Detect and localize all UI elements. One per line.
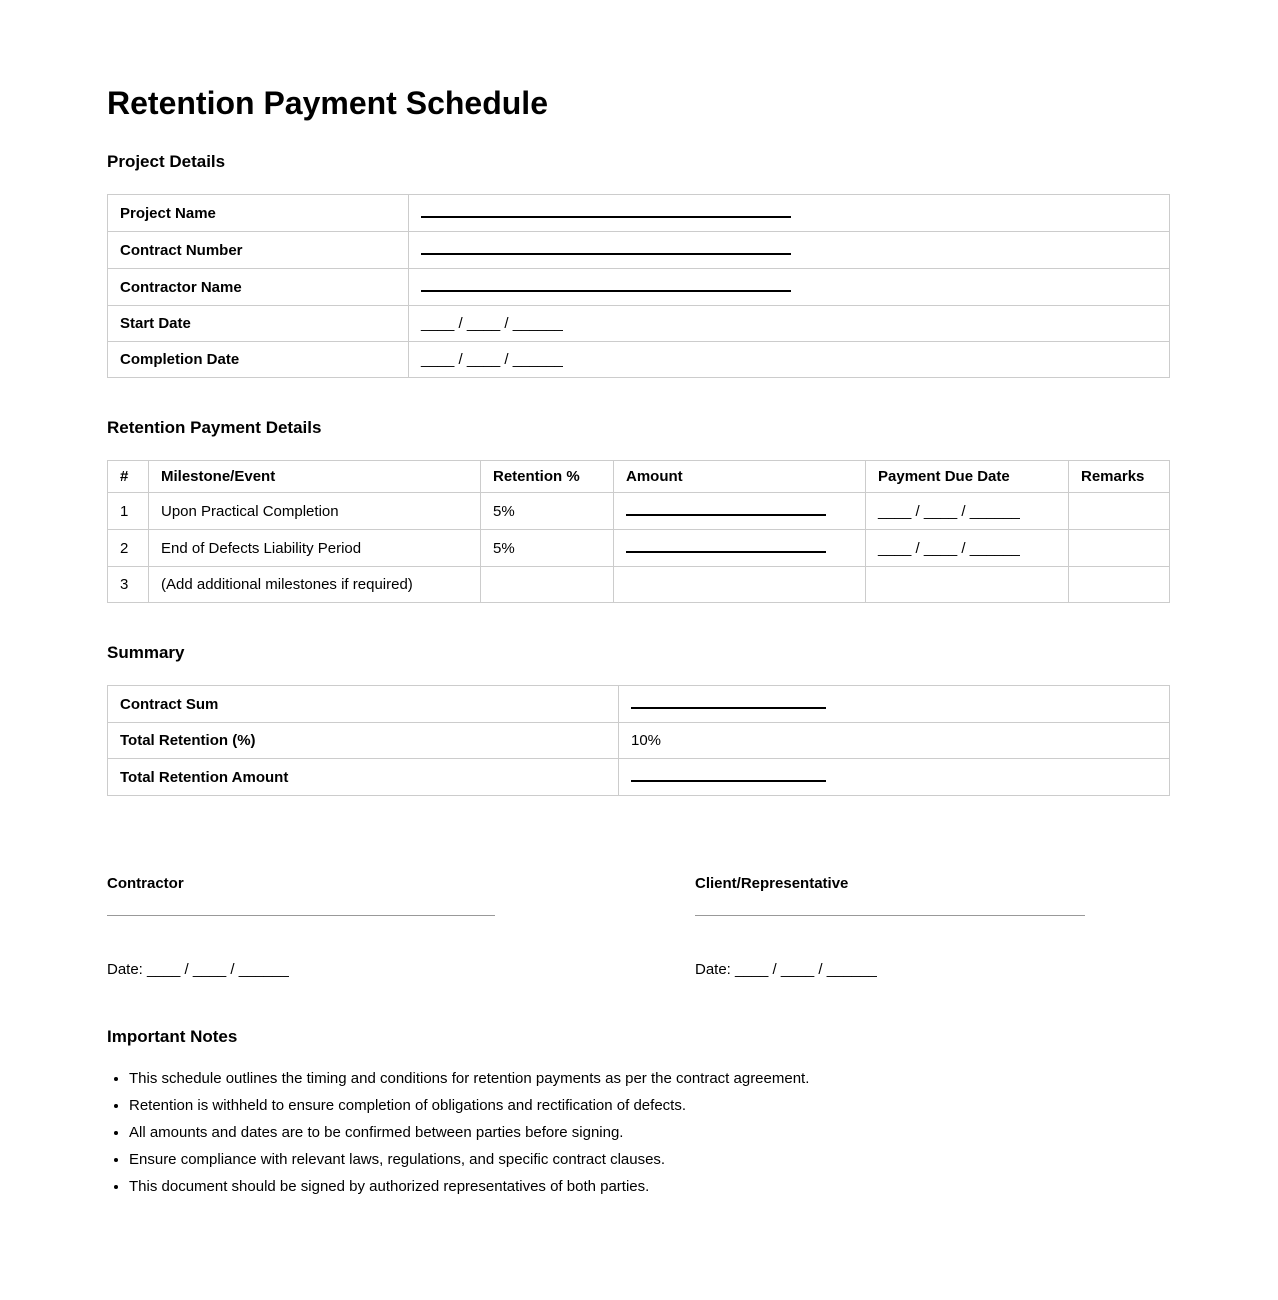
table-row-milestone-1 [108,493,1170,530]
contractor-signature-line [107,915,495,916]
field-value-start-date [409,306,1170,342]
table-row-total-retention-pct [108,723,1170,759]
cell-due-date [866,493,1069,530]
date-placeholder: ____ / ____ / ______ [421,315,563,332]
cell-retention [481,567,614,603]
cell-amount [614,567,866,603]
contractor-signature-label: Contractor [107,875,184,892]
blank-line [421,203,791,218]
client-signature-block [695,874,1085,979]
table-header-row [108,461,1170,493]
note-item: • This schedule outlines the timing and conditions for retention payments as per the contract agreement. [129,1069,1170,1088]
cell-due-date [866,530,1069,567]
field-value-contract-sum [619,686,1170,723]
client-date-line: Date: ____ / ____ / ______ [695,961,877,978]
section-heading-summary: Summary [107,643,185,662]
date-placeholder: ____ / ____ / ______ [421,351,563,368]
table-row-contract-sum [108,686,1170,723]
column-header-remarks: Remarks [1069,461,1170,493]
field-value-contract-number [409,232,1170,269]
column-header-milestone: Milestone/Event [149,461,481,493]
note-item: • Ensure compliance with relevant laws, regulations, and specific contract clauses. [129,1150,1170,1169]
cell-amount [614,493,866,530]
column-header-retention: Retention % [481,461,614,493]
note-item: • All amounts and dates are to be confirmed between parties before signing. [129,1123,1170,1142]
table-row-contractor-name [108,269,1170,306]
field-value-total-retention-amount [619,759,1170,796]
cell-retention: 5% [481,493,614,530]
section-heading-project-details: Project Details [107,152,226,171]
field-label-contract-sum: Contract Sum [108,686,619,723]
table-row-start-date [108,306,1170,342]
cell-retention: 5% [481,530,614,567]
blank-line [626,501,826,516]
page-title: Retention Payment Schedule [107,85,548,121]
field-value-contractor-name [409,269,1170,306]
cell-milestone: End of Defects Liability Period [149,530,481,567]
contractor-signature-block [107,874,495,979]
blank-line [631,694,826,709]
date-placeholder: ____ / ____ / ______ [878,502,1020,520]
field-label-contract-number: Contract Number [108,232,409,269]
field-label-total-retention-pct: Total Retention (%) [108,723,619,759]
cell-num: 1 [108,493,149,530]
client-signature-line [695,915,1085,916]
table-row-contract-number [108,232,1170,269]
field-label-total-retention-amount: Total Retention Amount [108,759,619,796]
signature-section [107,874,1170,979]
document-page [107,0,1170,1264]
table-row-total-retention-amount [108,759,1170,796]
section-heading-retention-details: Retention Payment Details [107,418,322,437]
blank-line [631,767,826,782]
cell-due-date [866,567,1069,603]
cell-num: 3 [108,567,149,603]
table-row-project-name [108,195,1170,232]
column-header-amount: Amount [614,461,866,493]
column-header-due-date: Payment Due Date [866,461,1069,493]
note-item: • Retention is withheld to ensure completion of obligations and rectification of defects. [129,1096,1170,1115]
cell-num: 2 [108,530,149,567]
field-value-total-retention-pct: 10% [619,723,1170,759]
cell-milestone: (Add additional milestones if required) [149,567,481,603]
blank-line [421,240,791,255]
cell-amount [614,530,866,567]
table-row-milestone-2 [108,530,1170,567]
note-item: • This document should be signed by authorized representatives of both parties. [129,1177,1170,1196]
contractor-date-line: Date: ____ / ____ / ______ [107,961,289,978]
retention-details-table [107,460,1170,603]
table-row-milestone-3 [108,567,1170,603]
blank-line [421,277,791,292]
date-placeholder: ____ / ____ / ______ [878,539,1020,557]
section-heading-important-notes: Important Notes [107,1027,238,1046]
column-header-num: # [108,461,149,493]
client-signature-label: Client/Representative [695,875,849,892]
cell-milestone: Upon Practical Completion [149,493,481,530]
cell-remarks [1069,567,1170,603]
field-value-project-name [409,195,1170,232]
field-label-project-name: Project Name [108,195,409,232]
blank-line [626,538,826,553]
field-label-contractor-name: Contractor Name [108,269,409,306]
field-label-start-date: Start Date [108,306,409,342]
summary-table [107,685,1170,796]
cell-remarks [1069,493,1170,530]
project-details-table [107,194,1170,378]
important-notes-list [107,1069,1170,1196]
field-value-completion-date [409,342,1170,378]
table-row-completion-date [108,342,1170,378]
cell-remarks [1069,530,1170,567]
field-label-completion-date: Completion Date [108,342,409,378]
